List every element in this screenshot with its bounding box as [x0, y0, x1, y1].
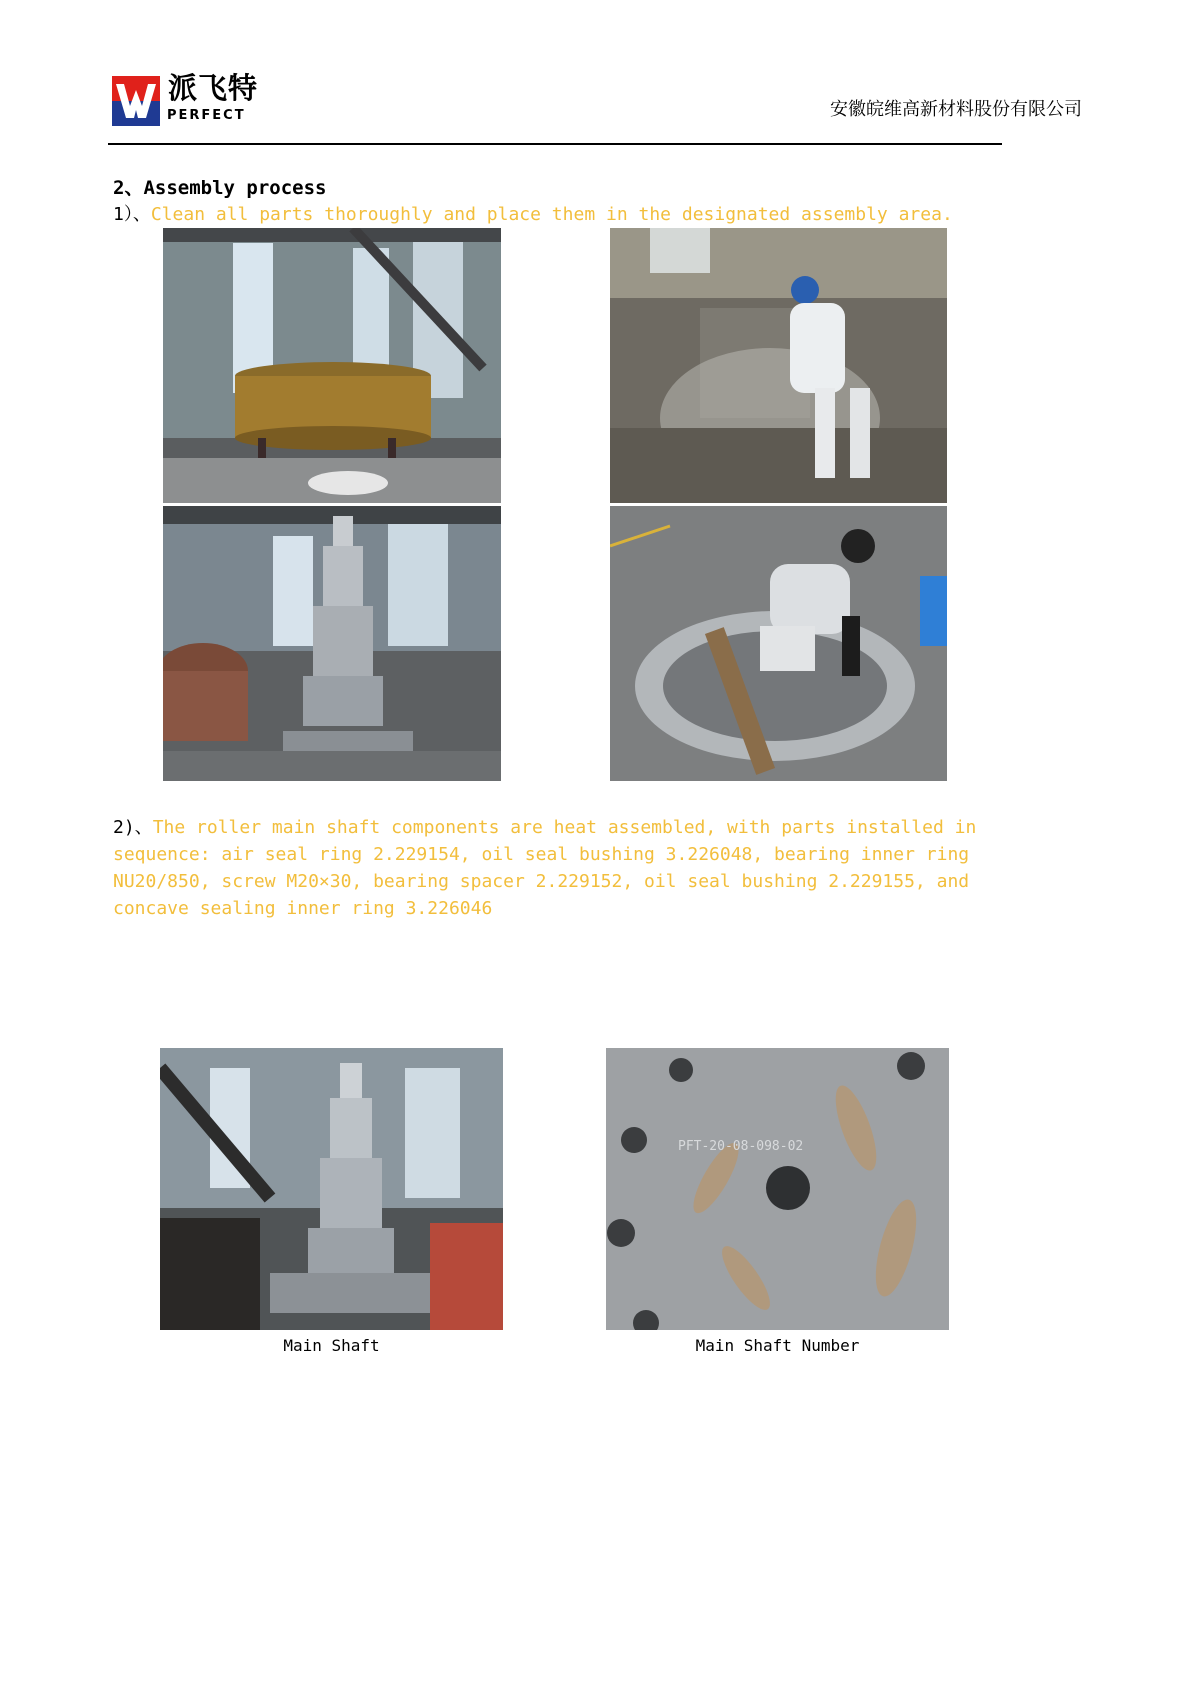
company-name: 安徽皖维高新材料股份有限公司 — [830, 99, 1082, 120]
photo-ring-cleaning — [610, 506, 947, 781]
company-logo — [112, 76, 160, 126]
engraved-part-number: PFT-20-08-098-02 — [678, 1139, 804, 1154]
step-2-number: 2)、 — [113, 817, 153, 838]
photo-main-shaft-number — [606, 1048, 949, 1330]
logo-chinese-name: 派飞特 — [168, 71, 259, 105]
step-2-text: The roller main shaft components are heat assembled, with parts installed in sequence: air seal ring 2.229154, oil seal bushing 3.226048, bearing inner ring NU20/850, screw M20×30, bearing spacer 2.229152, oil seal bushing 2.229155, and concave sealing inner ring 3.226046 — [113, 817, 988, 919]
header-divider — [108, 143, 1002, 145]
step-1-paragraph — [113, 201, 953, 228]
photo-cleaning-parts — [610, 228, 947, 503]
caption-main-shaft-number: Main Shaft Number — [695, 1336, 860, 1355]
logo-english-name: PERFECT — [167, 108, 246, 123]
section-title: 2、Assembly process — [113, 177, 327, 199]
step-1-text: Clean all parts thoroughly and place them in the designated assembly area. — [150, 204, 953, 225]
photo-main-shaft — [160, 1048, 503, 1330]
photo-stepped-shaft — [163, 506, 501, 781]
step-2-paragraph — [113, 814, 993, 922]
logo-w-icon — [112, 76, 160, 126]
caption-main-shaft: Main Shaft — [283, 1336, 380, 1355]
step-1-number: 1）、 — [113, 204, 151, 225]
photo-assembly-platform — [163, 228, 501, 503]
